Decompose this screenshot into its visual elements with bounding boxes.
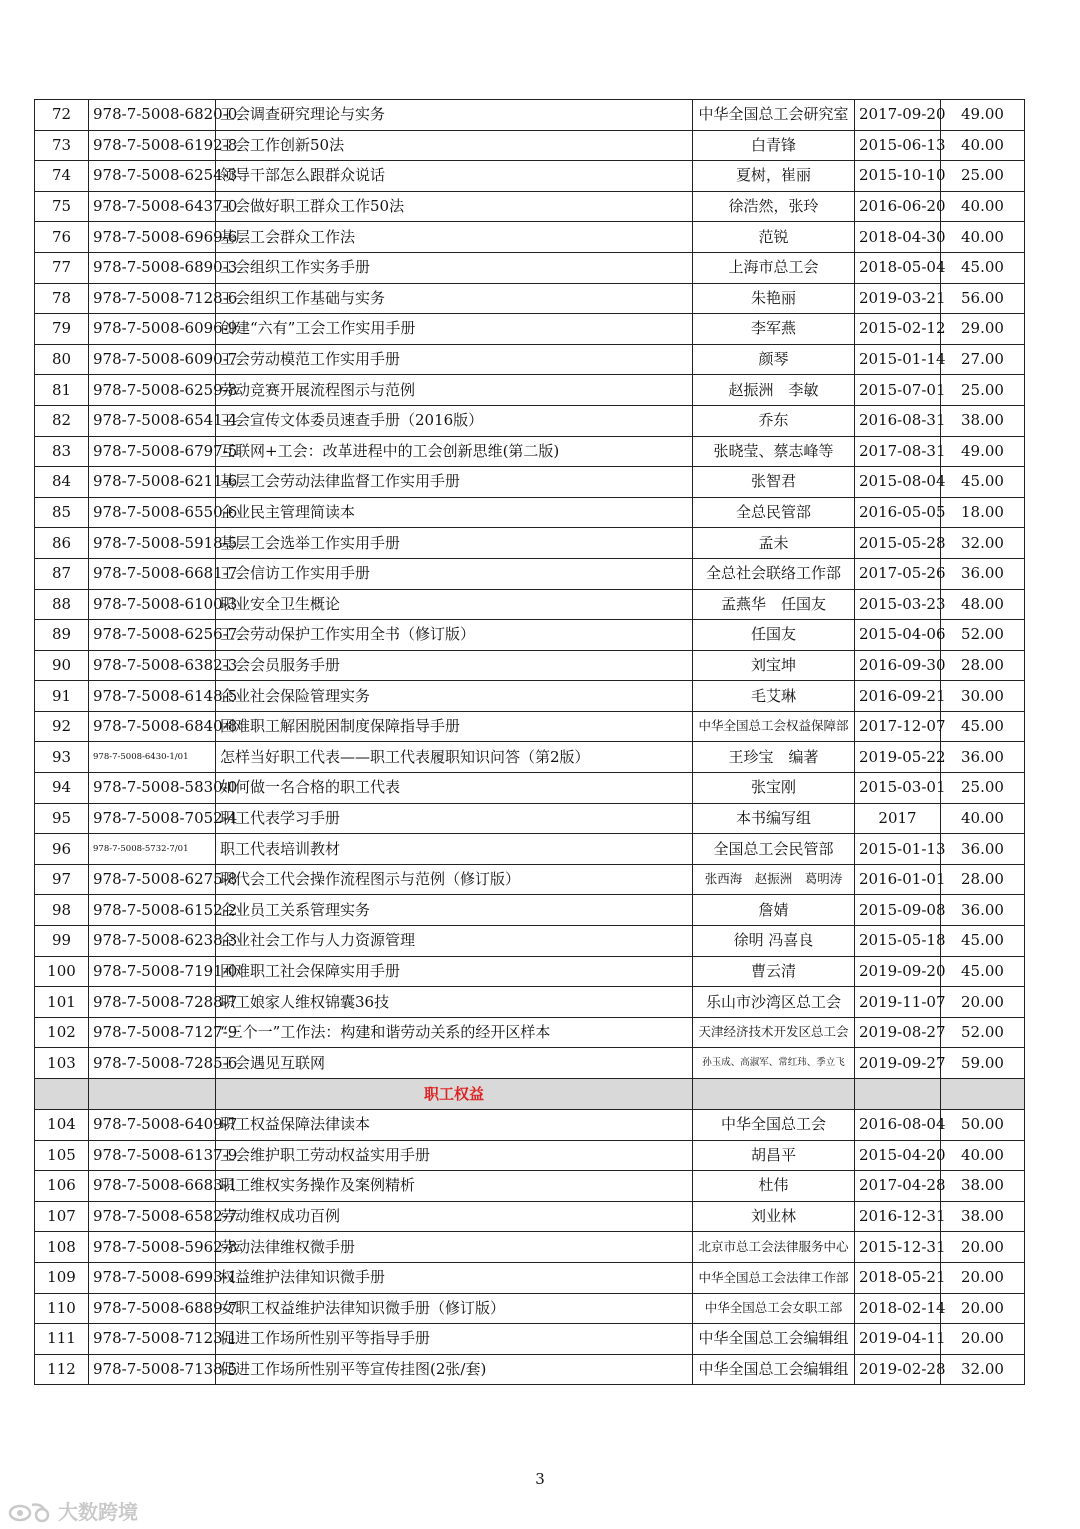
table-row (35, 344, 1025, 375)
cell-author: 本书编写组 (693, 803, 855, 834)
cell-price: 49.00 (941, 436, 1025, 467)
cell-title: 工会劳动保护工作实用全书（修订版） (216, 620, 693, 651)
cell-no: 98 (35, 895, 89, 926)
cell-isbn: 978-7-5008-6259-8 (89, 375, 216, 406)
table-row (35, 497, 1025, 528)
table-row (35, 130, 1025, 161)
cell-title: 工会信访工作实用手册 (216, 558, 693, 589)
cell-author: 北京市总工会法律服务中心 (693, 1232, 855, 1263)
table-row (35, 1140, 1025, 1171)
cell-price: 32.00 (941, 1354, 1025, 1385)
cell-author: 乐山市沙湾区总工会 (693, 987, 855, 1018)
cell-date: 2019-09-20 (855, 956, 941, 987)
cell-title: 企业员工关系管理实务 (216, 895, 693, 926)
cell-price: 45.00 (941, 467, 1025, 498)
cell-isbn: 978-7-5008-5732-7/01 (89, 834, 216, 865)
cell-price: 36.00 (941, 558, 1025, 589)
cell-no: 104 (35, 1110, 89, 1141)
cell-price: 20.00 (941, 1232, 1025, 1263)
table-row (35, 1048, 1025, 1079)
cell-title: 怎样当好职工代表——职工代表履职知识问答（第2版） (216, 742, 693, 773)
cell-date: 2019-03-21 (855, 283, 941, 314)
cell-title: 如何做一名合格的职工代表 (216, 773, 693, 804)
cell-price: 52.00 (941, 1017, 1025, 1048)
table-row (35, 222, 1025, 253)
cell-date: 2017-04-28 (855, 1171, 941, 1202)
cell-title: 困难职工社会保障实用手册 (216, 956, 693, 987)
cell-date: 2015-03-01 (855, 773, 941, 804)
cell-isbn: 978-7-5008-6993-1 (89, 1262, 216, 1293)
table-row (35, 956, 1025, 987)
cell-author: 中华全国总工会研究室 (693, 100, 855, 131)
watermark-text: 大数跨境 (58, 1500, 138, 1524)
cell-no: 106 (35, 1171, 89, 1202)
cell-author: 天津经济技术开发区总工会 (693, 1017, 855, 1048)
page-number: 3 (535, 1470, 545, 1488)
cell-title: 职工维权实务操作及案例精析 (216, 1171, 693, 1202)
cell-author: 乔东 (693, 405, 855, 436)
cell-author: 张智君 (693, 467, 855, 498)
cell-no: 100 (35, 956, 89, 987)
table-row (35, 375, 1025, 406)
cell-title: 基层工会选举工作实用手册 (216, 528, 693, 559)
cell-price: 20.00 (941, 987, 1025, 1018)
cell-no: 74 (35, 161, 89, 192)
cell-no: 82 (35, 405, 89, 436)
table-row (35, 405, 1025, 436)
cell-isbn: 978-7-5008-6254-3 (89, 161, 216, 192)
cell-price: 27.00 (941, 344, 1025, 375)
cell-price: 36.00 (941, 895, 1025, 926)
table-row (35, 987, 1025, 1018)
table-row (35, 589, 1025, 620)
cell-isbn: 978-7-5008-6683-1 (89, 1171, 216, 1202)
cell-date: 2018-02-14 (855, 1293, 941, 1324)
cell-author: 中华全国总工会法律工作部 (693, 1262, 855, 1293)
section-empty-cell (941, 1079, 1025, 1110)
table-row (35, 161, 1025, 192)
table-row (35, 773, 1025, 804)
cell-isbn: 978-7-5008-6152-2 (89, 895, 216, 926)
cell-date: 2016-05-05 (855, 497, 941, 528)
cell-isbn: 978-7-5008-5918-5 (89, 528, 216, 559)
cell-author: 毛艾琳 (693, 681, 855, 712)
section-empty-cell (35, 1079, 89, 1110)
cell-isbn: 978-7-5008-6820-0 (89, 100, 216, 131)
cell-title: “三个一”工作法：构建和谐劳动关系的经开区样本 (216, 1017, 693, 1048)
cell-isbn: 978-7-5008-6137-9 (89, 1140, 216, 1171)
cell-no: 86 (35, 528, 89, 559)
cell-isbn: 978-7-5008-7128-6 (89, 283, 216, 314)
cell-isbn: 978-7-5008-6275-8 (89, 864, 216, 895)
cell-author: 白青锋 (693, 130, 855, 161)
cell-date: 2015-08-04 (855, 467, 941, 498)
watermark (8, 1496, 138, 1525)
cell-date: 2016-12-31 (855, 1201, 941, 1232)
cell-price: 18.00 (941, 497, 1025, 528)
cell-price: 56.00 (941, 283, 1025, 314)
cell-author: 孟燕华 任国友 (693, 589, 855, 620)
cell-date: 2017 (855, 803, 941, 834)
cell-date: 2015-06-13 (855, 130, 941, 161)
cell-isbn: 978-7-5008-7123-1 (89, 1324, 216, 1355)
section-empty-cell (693, 1079, 855, 1110)
cell-no: 88 (35, 589, 89, 620)
cell-date: 2015-04-20 (855, 1140, 941, 1171)
cell-isbn: 978-7-5008-6256-7 (89, 620, 216, 651)
table-row (35, 1293, 1025, 1324)
cell-price: 40.00 (941, 191, 1025, 222)
cell-no: 91 (35, 681, 89, 712)
table-row (35, 1110, 1025, 1141)
section-empty-cell (89, 1079, 216, 1110)
cell-author: 中华全国总工会 (693, 1110, 855, 1141)
table-row (35, 528, 1025, 559)
cell-price: 45.00 (941, 926, 1025, 957)
cell-date: 2017-12-07 (855, 711, 941, 742)
cell-isbn: 978-7-5008-6437-0 (89, 191, 216, 222)
cell-title: 企业社会工作与人力资源管理 (216, 926, 693, 957)
cell-price: 38.00 (941, 405, 1025, 436)
cell-date: 2016-08-31 (855, 405, 941, 436)
cell-author: 孙玉成、高淑军、常红玮、季立飞 (693, 1048, 855, 1079)
cell-author: 朱艳丽 (693, 283, 855, 314)
cell-author: 徐明 冯喜良 (693, 926, 855, 957)
cell-date: 2016-01-01 (855, 864, 941, 895)
cell-title: 企业社会保险管理实务 (216, 681, 693, 712)
table-row (35, 620, 1025, 651)
cell-no: 77 (35, 252, 89, 283)
cell-price: 30.00 (941, 681, 1025, 712)
cell-date: 2015-01-14 (855, 344, 941, 375)
cell-title: 工会劳动模范工作实用手册 (216, 344, 693, 375)
cell-no: 81 (35, 375, 89, 406)
cell-author: 李军燕 (693, 314, 855, 345)
cell-price: 25.00 (941, 375, 1025, 406)
cell-title: 职工权益保障法律读本 (216, 1110, 693, 1141)
table-row (35, 1324, 1025, 1355)
cell-date: 2019-08-27 (855, 1017, 941, 1048)
cell-author: 全国总工会民管部 (693, 834, 855, 865)
cell-no: 84 (35, 467, 89, 498)
cell-date: 2016-09-30 (855, 650, 941, 681)
cell-title: 工会组织工作基础与实务 (216, 283, 693, 314)
cell-title: 领导干部怎么跟群众说话 (216, 161, 693, 192)
cell-author: 孟未 (693, 528, 855, 559)
cell-title: 劳动法律维权微手册 (216, 1232, 693, 1263)
cell-no: 73 (35, 130, 89, 161)
cell-date: 2015-05-28 (855, 528, 941, 559)
cell-date: 2017-05-26 (855, 558, 941, 589)
cell-title: 劳动维权成功百例 (216, 1201, 693, 1232)
cell-date: 2015-04-06 (855, 620, 941, 651)
cell-date: 2015-05-18 (855, 926, 941, 957)
table-row (35, 1017, 1025, 1048)
cell-date: 2019-11-07 (855, 987, 941, 1018)
cell-no: 93 (35, 742, 89, 773)
cell-date: 2015-10-10 (855, 161, 941, 192)
cell-no: 80 (35, 344, 89, 375)
cell-isbn: 978-7-5008-6541-4 (89, 405, 216, 436)
table-row (35, 742, 1025, 773)
table-row (35, 711, 1025, 742)
table-row (35, 283, 1025, 314)
cell-price: 36.00 (941, 834, 1025, 865)
cell-no: 78 (35, 283, 89, 314)
cell-author: 刘业林 (693, 1201, 855, 1232)
cell-title: 工会工作创新50法 (216, 130, 693, 161)
cell-date: 2015-03-23 (855, 589, 941, 620)
cell-author: 杜伟 (693, 1171, 855, 1202)
cell-price: 25.00 (941, 773, 1025, 804)
cell-title: 职工代表学习手册 (216, 803, 693, 834)
cell-isbn: 978-7-5008-6090-7 (89, 344, 216, 375)
cell-isbn: 978-7-5008-6889-7 (89, 1293, 216, 1324)
table-row (35, 834, 1025, 865)
weibo-logo-icon (8, 1499, 52, 1523)
cell-price: 52.00 (941, 620, 1025, 651)
cell-price: 36.00 (941, 742, 1025, 773)
cell-isbn: 978-7-5008-6192-8 (89, 130, 216, 161)
cell-date: 2016-08-04 (855, 1110, 941, 1141)
cell-title: 工会做好职工群众工作50法 (216, 191, 693, 222)
cell-no: 75 (35, 191, 89, 222)
cell-author: 赵振洲 李敏 (693, 375, 855, 406)
cell-price: 25.00 (941, 161, 1025, 192)
cell-title: 困难职工解困脱困制度保障指导手册 (216, 711, 693, 742)
cell-price: 40.00 (941, 1140, 1025, 1171)
table-row (35, 681, 1025, 712)
cell-author: 颜琴 (693, 344, 855, 375)
cell-isbn: 978-7-5008-6148-5 (89, 681, 216, 712)
cell-no: 95 (35, 803, 89, 834)
cell-isbn: 978-7-5008-6840-8 (89, 711, 216, 742)
cell-price: 45.00 (941, 252, 1025, 283)
section-title: 职工权益 (216, 1079, 693, 1110)
cell-isbn: 978-7-5008-5830-0 (89, 773, 216, 804)
cell-no: 72 (35, 100, 89, 131)
cell-price: 20.00 (941, 1324, 1025, 1355)
cell-no: 102 (35, 1017, 89, 1048)
cell-author: 张晓莹、蔡志峰等 (693, 436, 855, 467)
cell-author: 中华全国总工会权益保障部 (693, 711, 855, 742)
cell-date: 2015-07-01 (855, 375, 941, 406)
cell-title: 企业民主管理简读本 (216, 497, 693, 528)
cell-no: 90 (35, 650, 89, 681)
cell-price: 40.00 (941, 803, 1025, 834)
cell-author: 中华全国总工会女职工部 (693, 1293, 855, 1324)
cell-isbn: 978-7-5008-6582-7 (89, 1201, 216, 1232)
cell-no: 107 (35, 1201, 89, 1232)
cell-title: 基层工会劳动法律监督工作实用手册 (216, 467, 693, 498)
cell-no: 105 (35, 1140, 89, 1171)
table-row (35, 558, 1025, 589)
cell-isbn: 978-7-5008-6969-6 (89, 222, 216, 253)
cell-date: 2015-12-31 (855, 1232, 941, 1263)
table-row (35, 803, 1025, 834)
cell-no: 103 (35, 1048, 89, 1079)
cell-author: 曹云清 (693, 956, 855, 987)
cell-author: 刘宝坤 (693, 650, 855, 681)
cell-title: 工会宣传文体委员速查手册（2016版） (216, 405, 693, 436)
cell-title: 工会调查研究理论与实务 (216, 100, 693, 131)
cell-price: 20.00 (941, 1262, 1025, 1293)
cell-date: 2015-09-08 (855, 895, 941, 926)
table-row (35, 864, 1025, 895)
book-catalog-table (34, 99, 1025, 1385)
cell-isbn: 978-7-5008-6211-6 (89, 467, 216, 498)
cell-isbn: 978-7-5008-6382-3 (89, 650, 216, 681)
table-row (35, 1171, 1025, 1202)
cell-date: 2018-04-30 (855, 222, 941, 253)
cell-date: 2016-06-20 (855, 191, 941, 222)
cell-price: 38.00 (941, 1171, 1025, 1202)
cell-author: 范锐 (693, 222, 855, 253)
cell-title: 职工娘家人维权锦囊36技 (216, 987, 693, 1018)
cell-author: 夏树，崔丽 (693, 161, 855, 192)
cell-author: 胡昌平 (693, 1140, 855, 1171)
table-row (35, 1262, 1025, 1293)
cell-title: 促进工作场所性别平等指导手册 (216, 1324, 693, 1355)
cell-date: 2018-05-04 (855, 252, 941, 283)
cell-title: 工会遇见互联网 (216, 1048, 693, 1079)
cell-isbn: 978-7-5008-6797-5 (89, 436, 216, 467)
table-row (35, 191, 1025, 222)
table-row (35, 436, 1025, 467)
cell-price: 40.00 (941, 222, 1025, 253)
cell-title: 劳动竞赛开展流程图示与范例 (216, 375, 693, 406)
cell-no: 85 (35, 497, 89, 528)
cell-date: 2015-02-12 (855, 314, 941, 345)
section-empty-cell (855, 1079, 941, 1110)
cell-author: 王珍宝 编著 (693, 742, 855, 773)
cell-date: 2017-08-31 (855, 436, 941, 467)
table-row (35, 650, 1025, 681)
cell-date: 2019-02-28 (855, 1354, 941, 1385)
cell-author: 全总民管部 (693, 497, 855, 528)
cell-price: 48.00 (941, 589, 1025, 620)
cell-no: 89 (35, 620, 89, 651)
cell-isbn: 978-7-5008-7127-9 (89, 1017, 216, 1048)
cell-title: 工会组织工作实务手册 (216, 252, 693, 283)
cell-date: 2019-04-11 (855, 1324, 941, 1355)
cell-date: 2018-05-21 (855, 1262, 941, 1293)
cell-isbn: 978-7-5008-6096-9 (89, 314, 216, 345)
table-row (35, 1232, 1025, 1263)
cell-no: 101 (35, 987, 89, 1018)
cell-price: 59.00 (941, 1048, 1025, 1079)
cell-price: 20.00 (941, 1293, 1025, 1324)
cell-price: 40.00 (941, 130, 1025, 161)
cell-no: 109 (35, 1262, 89, 1293)
cell-title: 职工代表培训教材 (216, 834, 693, 865)
cell-isbn: 978-7-5008-7052-4 (89, 803, 216, 834)
cell-title: 工会维护职工劳动权益实用手册 (216, 1140, 693, 1171)
table-row (35, 314, 1025, 345)
cell-no: 79 (35, 314, 89, 345)
cell-isbn: 978-7-5008-7285-6 (89, 1048, 216, 1079)
table-row (35, 467, 1025, 498)
cell-author: 任国友 (693, 620, 855, 651)
table-row (35, 1354, 1025, 1385)
cell-no: 87 (35, 558, 89, 589)
cell-isbn: 978-7-5008-6681-7 (89, 558, 216, 589)
cell-no: 94 (35, 773, 89, 804)
cell-title: 互联网+工会：改革进程中的工会创新思维(第二版) (216, 436, 693, 467)
cell-price: 38.00 (941, 1201, 1025, 1232)
cell-isbn: 978-7-5008-7191-0 (89, 956, 216, 987)
cell-author: 全总社会联络工作部 (693, 558, 855, 589)
cell-author: 中华全国总工会编辑组 (693, 1324, 855, 1355)
cell-price: 29.00 (941, 314, 1025, 345)
table-row (35, 895, 1025, 926)
cell-price: 49.00 (941, 100, 1025, 131)
cell-author: 中华全国总工会编辑组 (693, 1354, 855, 1385)
cell-title: 女职工权益维护法律知识微手册（修订版） (216, 1293, 693, 1324)
cell-no: 108 (35, 1232, 89, 1263)
cell-title: 基层工会群众工作法 (216, 222, 693, 253)
cell-price: 50.00 (941, 1110, 1025, 1141)
cell-price: 45.00 (941, 956, 1025, 987)
cell-author: 张宝刚 (693, 773, 855, 804)
cell-no: 111 (35, 1324, 89, 1355)
cell-title: 促进工作场所性别平等宣传挂图(2张/套) (216, 1354, 693, 1385)
cell-no: 97 (35, 864, 89, 895)
cell-title: 权益维护法律知识微手册 (216, 1262, 693, 1293)
cell-isbn: 978-7-5008-6100-3 (89, 589, 216, 620)
cell-date: 2019-09-27 (855, 1048, 941, 1079)
cell-isbn: 978-7-5008-6430-1/01 (89, 742, 216, 773)
cell-price: 28.00 (941, 650, 1025, 681)
table-row (35, 100, 1025, 131)
cell-isbn: 978-7-5008-6550-6 (89, 497, 216, 528)
cell-no: 112 (35, 1354, 89, 1385)
cell-author: 徐浩然，张玲 (693, 191, 855, 222)
cell-isbn: 978-7-5008-6890-3 (89, 252, 216, 283)
cell-price: 28.00 (941, 864, 1025, 895)
cell-no: 96 (35, 834, 89, 865)
cell-author: 詹婧 (693, 895, 855, 926)
cell-title: 工会会员服务手册 (216, 650, 693, 681)
cell-author: 上海市总工会 (693, 252, 855, 283)
cell-title: 职代会工代会操作流程图示与范例（修订版） (216, 864, 693, 895)
cell-date: 2019-05-22 (855, 742, 941, 773)
cell-isbn: 978-7-5008-6238-3 (89, 926, 216, 957)
cell-title: 职业安全卫生概论 (216, 589, 693, 620)
cell-title: 创建“六有”工会工作实用手册 (216, 314, 693, 345)
cell-no: 99 (35, 926, 89, 957)
cell-isbn: 978-7-5008-5962-8 (89, 1232, 216, 1263)
section-header-row (35, 1079, 1025, 1110)
cell-price: 32.00 (941, 528, 1025, 559)
cell-isbn: 978-7-5008-7288-7 (89, 987, 216, 1018)
table-row (35, 1201, 1025, 1232)
cell-no: 110 (35, 1293, 89, 1324)
cell-price: 45.00 (941, 711, 1025, 742)
cell-author: 张西海 赵振洲 葛明涛 (693, 864, 855, 895)
cell-date: 2015-01-13 (855, 834, 941, 865)
cell-no: 76 (35, 222, 89, 253)
table-row (35, 926, 1025, 957)
cell-date: 2016-09-21 (855, 681, 941, 712)
cell-no: 83 (35, 436, 89, 467)
cell-date: 2017-09-20 (855, 100, 941, 131)
table-row (35, 252, 1025, 283)
cell-no: 92 (35, 711, 89, 742)
cell-isbn: 978-7-5008-6409-7 (89, 1110, 216, 1141)
cell-isbn: 978-7-5008-7138-5 (89, 1354, 216, 1385)
